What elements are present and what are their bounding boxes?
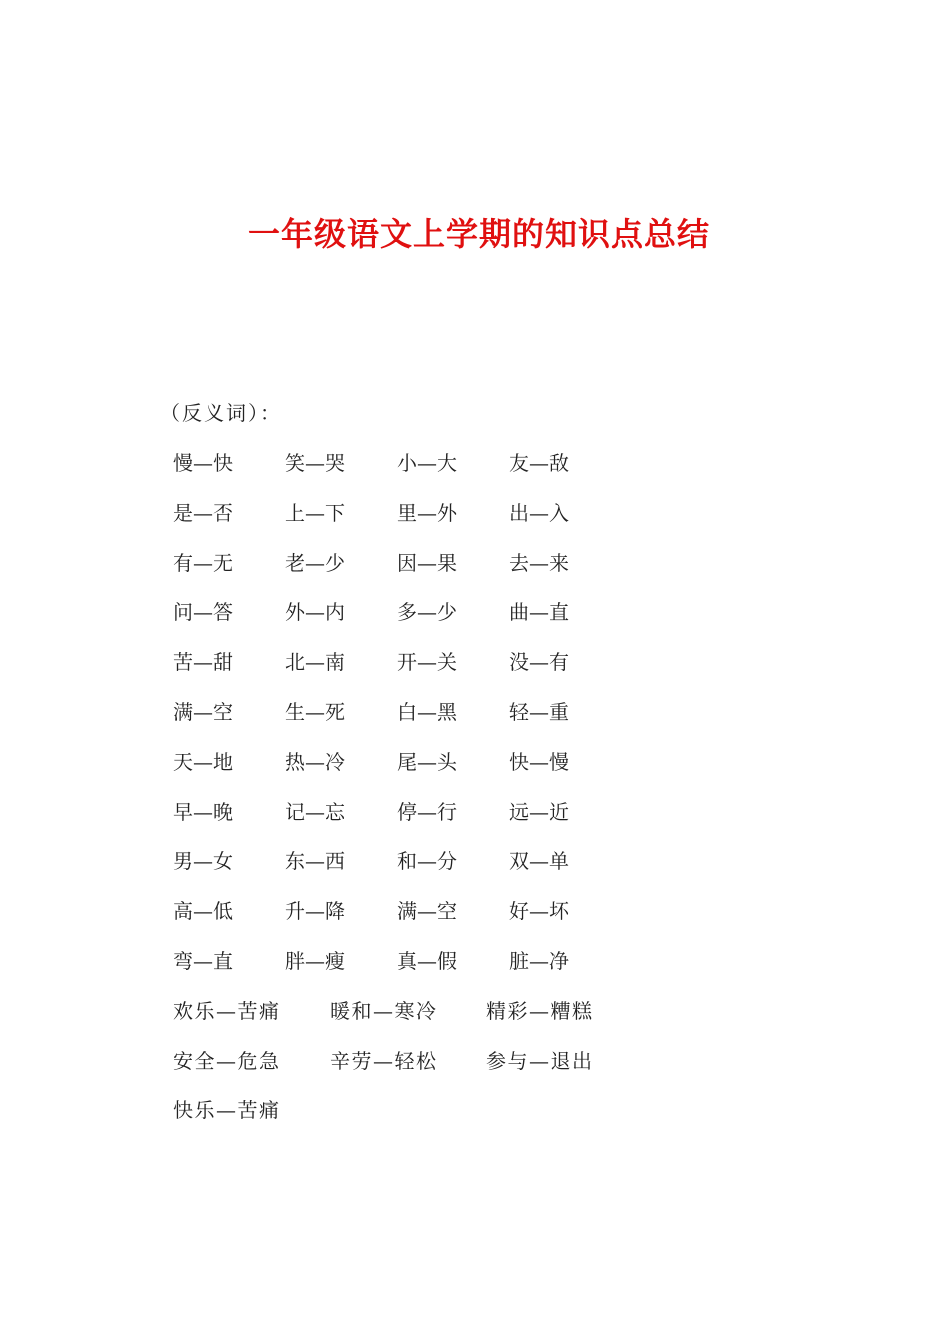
antonym-pair: 好—坏 (509, 899, 569, 924)
antonym-pair: 东—西 (285, 849, 345, 874)
antonym-pair: 老—少 (285, 550, 345, 575)
antonym-row (173, 597, 621, 647)
antonym-pair: 白—黑 (397, 699, 457, 724)
antonym-row (173, 846, 621, 896)
antonym-pair: 苦—甜 (173, 650, 233, 675)
antonym-row (173, 498, 621, 548)
section-heading: （反义词）： (160, 401, 282, 425)
antonym-pair: 北—南 (285, 650, 345, 675)
antonym-pair: 暖和—寒冷 (330, 998, 438, 1023)
antonym-pair: 精彩—糟糕 (486, 998, 594, 1023)
antonym-pair: 真—假 (397, 948, 457, 973)
antonym-pair: 高—低 (173, 899, 233, 924)
antonym-pair: 远—近 (509, 799, 569, 824)
antonym-row (173, 1095, 621, 1145)
antonym-pair: 满—空 (173, 699, 233, 724)
antonym-pair: 生—死 (285, 699, 345, 724)
antonym-pair: 欢乐—苦痛 (173, 998, 281, 1023)
antonym-pair: 脏—净 (509, 948, 569, 973)
antonym-pair: 有—无 (173, 550, 233, 575)
antonym-row (173, 797, 621, 847)
antonym-pair: 小—大 (397, 451, 457, 475)
antonym-pair: 弯—直 (173, 948, 233, 973)
antonym-pair: 没—有 (509, 650, 569, 675)
antonym-pair: 去—来 (509, 550, 569, 575)
antonym-pair: 开—关 (397, 650, 457, 675)
antonym-pair: 热—冷 (285, 749, 345, 774)
antonym-pair: 慢—快 (173, 451, 233, 475)
antonym-pair: 安全—危急 (173, 1048, 281, 1073)
antonym-pair: 停—行 (397, 799, 457, 824)
antonym-row (173, 1046, 621, 1096)
antonym-pair: 升—降 (285, 899, 345, 924)
antonym-row (173, 996, 621, 1046)
antonym-pair: 记—忘 (285, 799, 345, 824)
antonym-pair: 辛劳—轻松 (330, 1048, 438, 1073)
antonym-list (173, 448, 621, 1145)
antonym-pair: 参与—退出 (486, 1048, 594, 1073)
antonym-pair: 问—答 (173, 600, 233, 625)
antonym-pair: 笑—哭 (285, 451, 345, 475)
antonym-row (173, 548, 621, 598)
antonym-pair: 胖—瘦 (285, 948, 345, 973)
antonym-pair: 出—入 (509, 500, 569, 525)
document-title: 一年级语文上学期的知识点总结 (247, 215, 710, 253)
antonym-row (173, 747, 621, 797)
antonym-pair: 轻—重 (509, 699, 569, 724)
antonym-row (173, 647, 621, 697)
antonym-pair: 因—果 (397, 550, 457, 575)
antonym-row (173, 896, 621, 946)
antonym-pair: 多—少 (397, 600, 457, 625)
antonym-pair: 是—否 (173, 500, 233, 525)
antonym-pair: 快乐—苦痛 (173, 1098, 281, 1123)
antonym-pair: 友—敌 (509, 451, 569, 475)
antonym-pair: 早—晚 (173, 799, 233, 824)
antonym-row (173, 946, 621, 996)
antonym-pair: 上—下 (285, 500, 345, 525)
antonym-pair: 外—内 (285, 600, 345, 625)
antonym-pair: 天—地 (173, 749, 233, 774)
antonym-pair: 男—女 (173, 849, 233, 874)
antonym-pair: 里—外 (397, 500, 457, 525)
antonym-row (173, 448, 621, 498)
antonym-row (173, 697, 621, 747)
antonym-pair: 曲—直 (509, 600, 569, 625)
antonym-pair: 双—单 (509, 849, 569, 874)
antonym-pair: 尾—头 (397, 749, 457, 774)
antonym-pair: 满—空 (397, 899, 457, 924)
antonym-pair: 快—慢 (509, 749, 569, 774)
antonym-pair: 和—分 (397, 849, 457, 874)
